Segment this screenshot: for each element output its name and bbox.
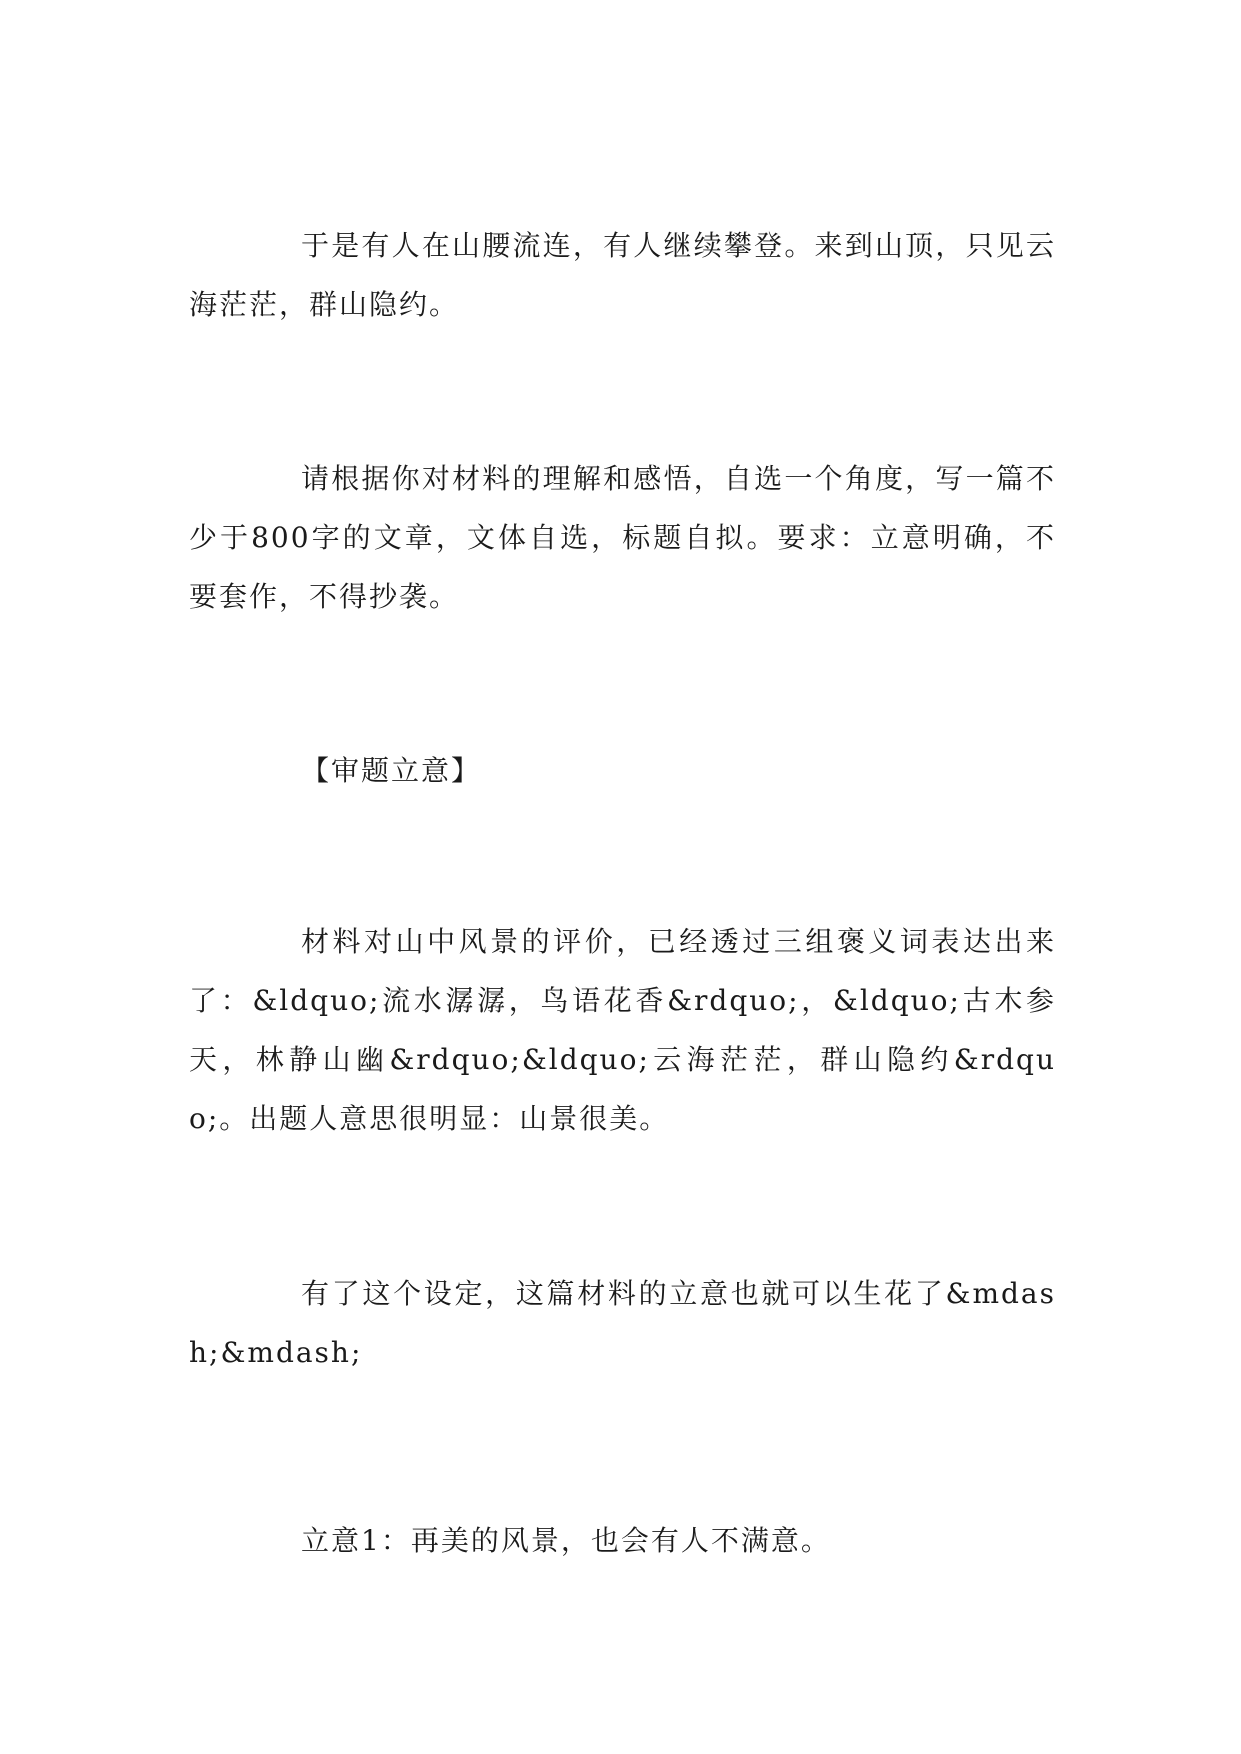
paragraph-transition: 有了这个设定，这篇材料的立意也就可以生花了&mdash;&mdash; — [189, 1277, 1056, 1369]
section-heading-analysis: 【审题立意】 — [301, 754, 482, 787]
paragraph-writing-prompt: 请根据你对材料的理解和感悟，自选一个角度，写一篇不少于800字的文章，文体自选，标题自拟。要求：立意明确，不要套作，不得抄袭。 — [189, 462, 1056, 613]
paragraph-thesis-1: 立意1：再美的风景，也会有人不满意。 — [301, 1524, 831, 1557]
paragraph-material-ending: 于是有人在山腰流连，有人继续攀登。来到山顶，只见云海茫茫，群山隐约。 — [189, 229, 1056, 321]
paragraph-material-evaluation: 材料对山中风景的评价，已经透过三组褒义词表达出来了：&ldquo;流水潺潺，鸟语花香&rdquo;，&ldquo;古木参天，林静山幽&rdquo;&ldquo;云海茫茫，群山隐约&rdquo;。出题人意思很明显：山景很美。 — [189, 925, 1056, 1135]
